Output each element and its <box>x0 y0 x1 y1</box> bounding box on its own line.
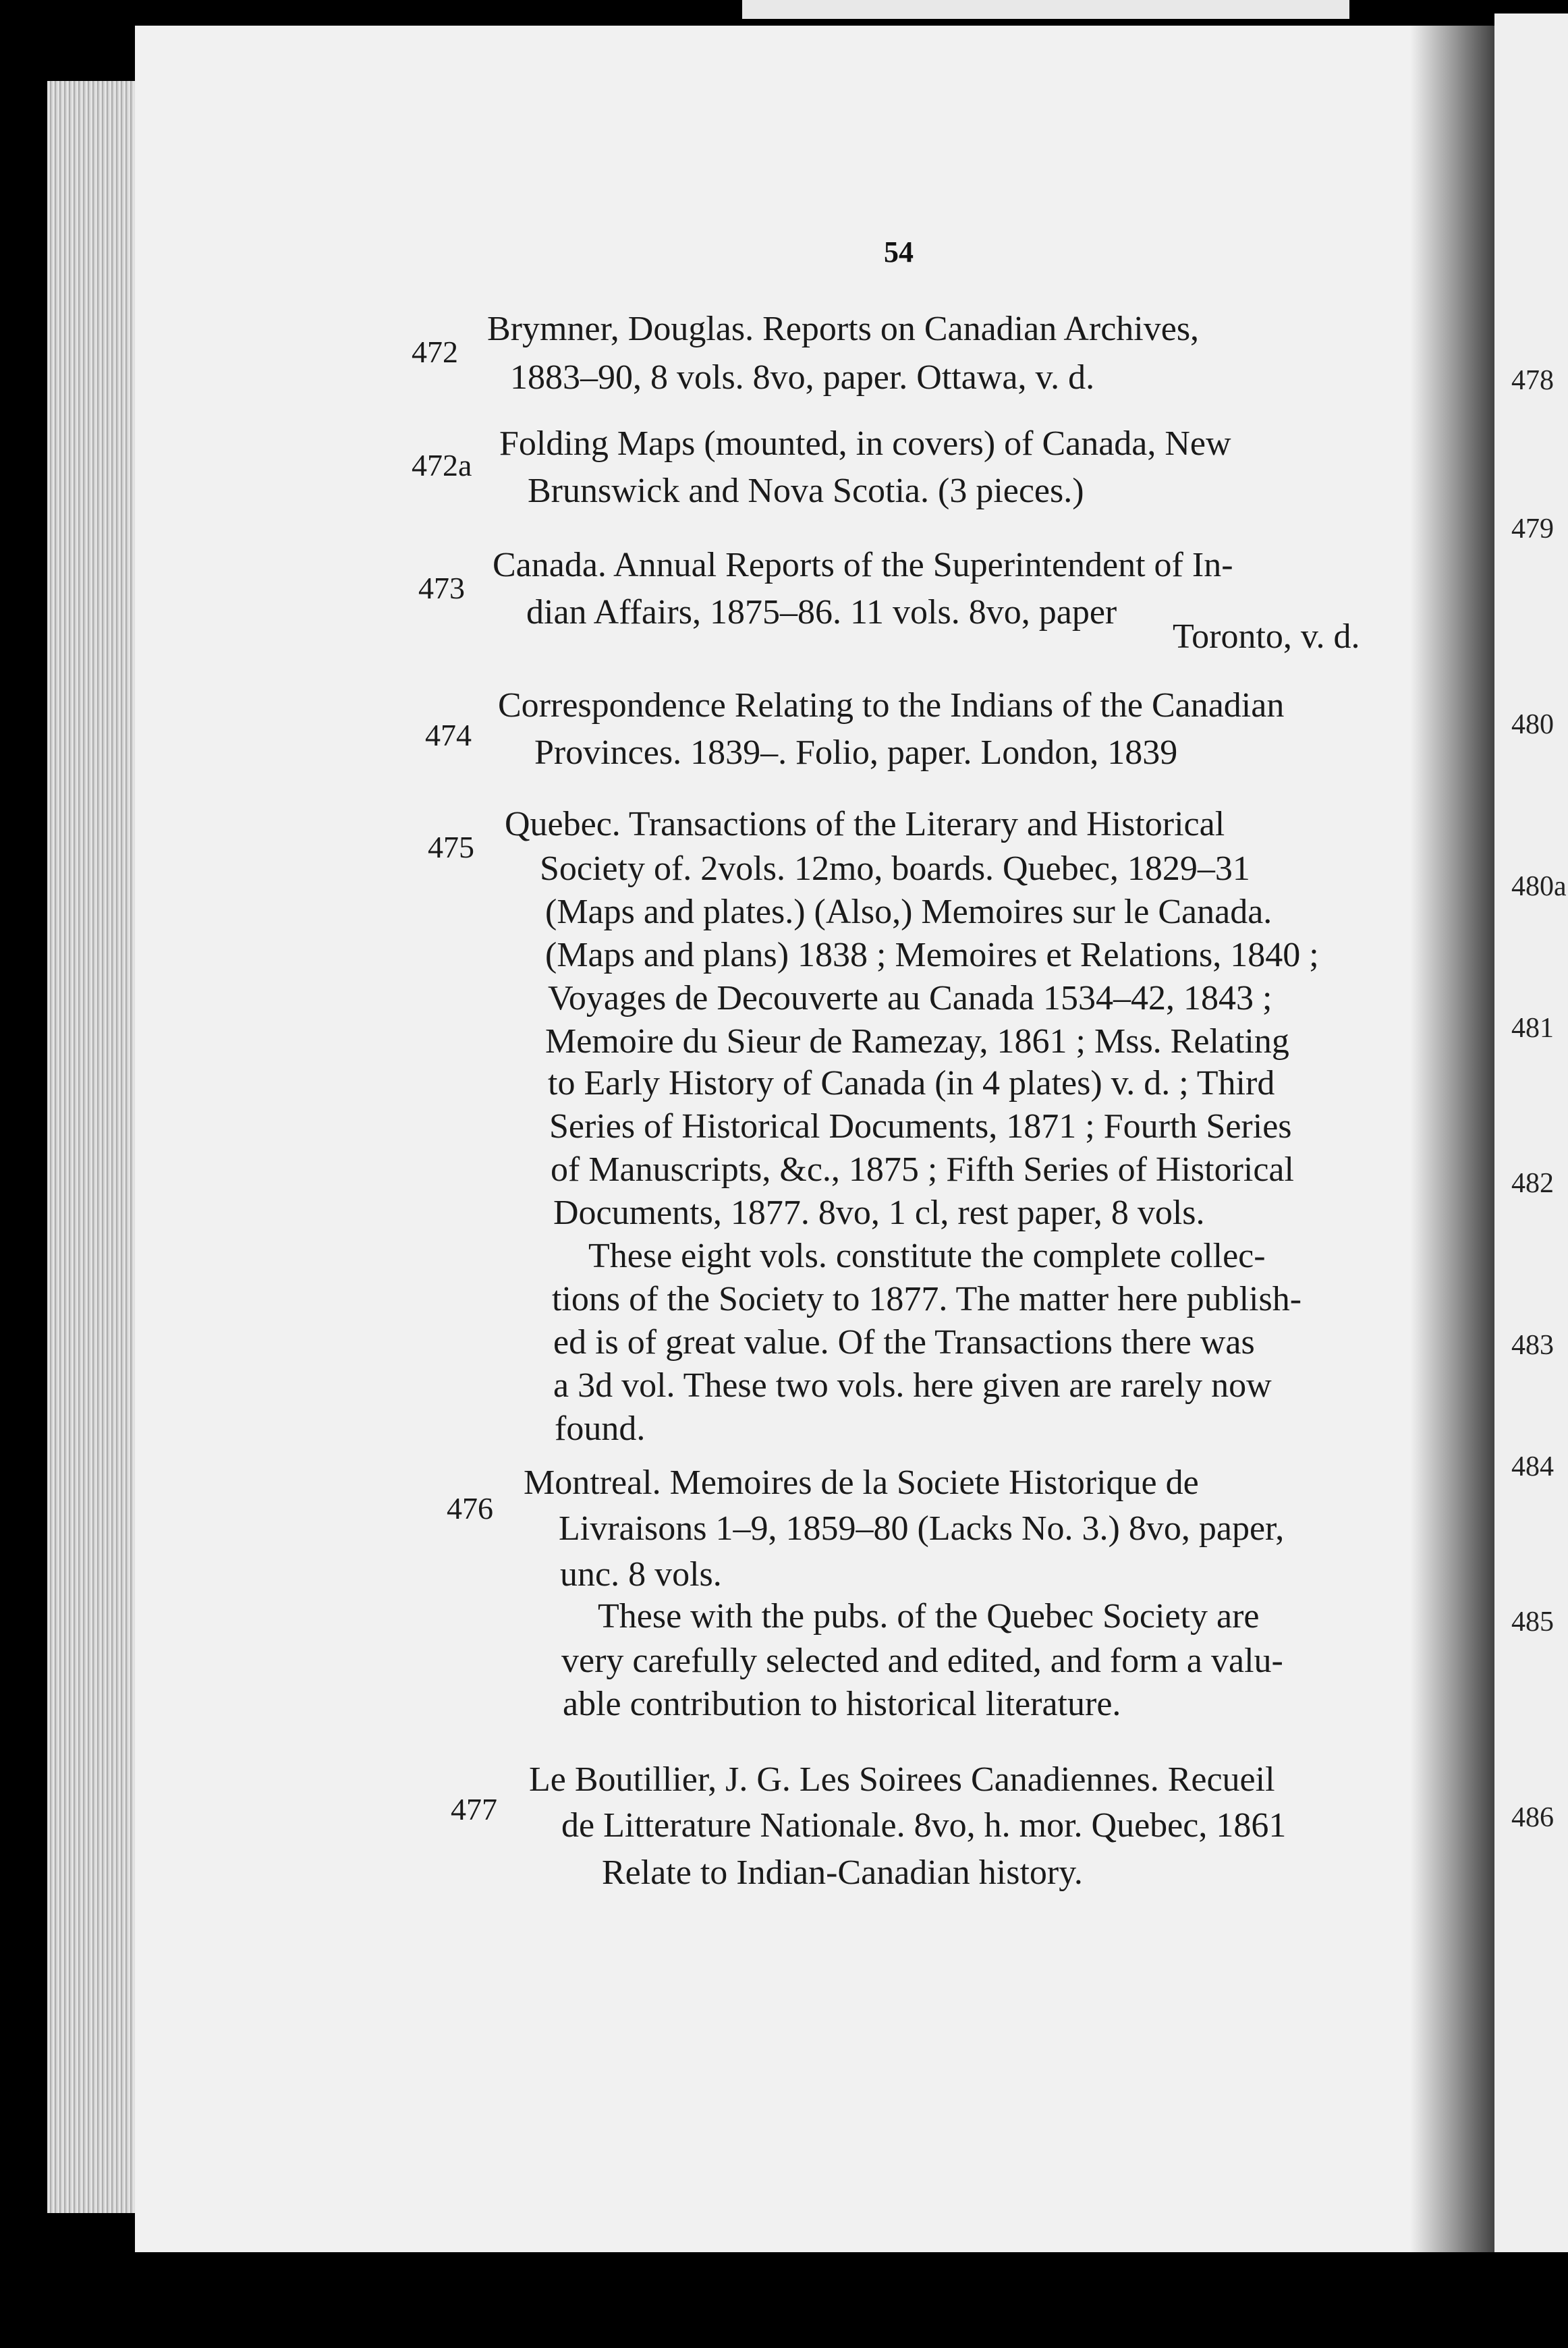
entry-line: Voyages de Decouverte au Canada 1534–42, 1843 ; <box>548 979 1272 1017</box>
entry-line: of Manuscripts, &c., 1875 ; Fifth Series of Historical <box>551 1150 1294 1189</box>
entry-line: Memoire du Sieur de Ramezay, 1861 ; Mss. Relating <box>545 1022 1289 1061</box>
entry-line: Society of. 2vols. 12mo, boards. Quebec, 1829–31 <box>540 849 1250 888</box>
adjacent-entry-number: 481 <box>1511 1013 1554 1044</box>
adjacent-entry-number: 486 <box>1511 1802 1554 1833</box>
entry-number: 473 <box>418 571 465 605</box>
entry-line: (Maps and plans) 1838 ; Memoires et Relations, 1840 ; <box>545 936 1319 974</box>
entry-note: found. <box>555 1409 646 1448</box>
entry-note: very carefully selected and edited, and form a valu- <box>561 1642 1283 1680</box>
entry-note: These with the pubs. of the Quebec Society are <box>598 1597 1260 1636</box>
entry-number: 472 <box>412 335 458 369</box>
book-gutter <box>1410 26 1505 2252</box>
entry-line: de Litterature Nationale. 8vo, h. mor. Quebec, 1861 <box>561 1806 1287 1845</box>
entry-line: 1883–90, 8 vols. 8vo, paper. Ottawa, v. d. <box>510 358 1095 397</box>
adjacent-page-top-strip <box>742 0 1349 19</box>
entry-line: Canada. Annual Reports of the Superintendent of In- <box>493 546 1233 584</box>
adjacent-entry-number: 478 <box>1511 365 1554 396</box>
entry-line: Quebec. Transactions of the Literary and Historical <box>505 805 1225 843</box>
entry-number: 475 <box>428 830 474 864</box>
entry-note: tions of the Society to 1877. The matter here publish- <box>552 1280 1302 1318</box>
entry-number: 476 <box>447 1491 493 1526</box>
entry-line: (Maps and plates.) (Also,) Memoires sur le Canada. <box>545 893 1272 931</box>
adjacent-entry-number: 485 <box>1511 1606 1554 1638</box>
book-page-edges <box>47 81 148 2213</box>
entry-line: Livraisons 1–9, 1859–80 (Lacks No. 3.) 8vo, paper, <box>559 1509 1285 1548</box>
entry-number: 474 <box>425 718 472 752</box>
entry-line: Documents, 1877. 8vo, 1 cl, rest paper, 8 vols. <box>553 1194 1205 1232</box>
entry-note: These eight vols. constitute the complete collec- <box>588 1237 1266 1275</box>
entry-line: unc. 8 vols. <box>560 1555 722 1594</box>
entry-line: Series of Historical Documents, 1871 ; Fourth Series <box>549 1107 1292 1146</box>
entry-note: ed is of great value. Of the Transactions there was <box>553 1323 1255 1362</box>
adjacent-entry-number: 483 <box>1511 1330 1554 1361</box>
adjacent-entry-number: 482 <box>1511 1168 1554 1199</box>
page-number: 54 <box>884 235 914 269</box>
entry-line: Brunswick and Nova Scotia. (3 pieces.) <box>528 472 1084 510</box>
entry-line: Montreal. Memoires de la Societe Historique de <box>524 1463 1199 1502</box>
entry-line: Brymner, Douglas. Reports on Canadian Archives, <box>487 310 1200 348</box>
adjacent-page <box>1494 13 1568 2254</box>
entry-note: a 3d vol. These two vols. here given are rarely now <box>553 1366 1272 1405</box>
entry-line: Correspondence Relating to the Indians of the Canadian <box>498 686 1285 725</box>
adjacent-entry-number: 480 <box>1511 709 1554 740</box>
adjacent-entry-number: 484 <box>1511 1451 1554 1482</box>
entry-note: able contribution to historical literature. <box>563 1685 1121 1723</box>
entry-number: 472a <box>412 448 472 482</box>
entry-line: to Early History of Canada (in 4 plates) v. d. ; Third <box>548 1064 1275 1102</box>
entry-line: Relate to Indian-Canadian history. <box>602 1853 1083 1892</box>
entry-number: 477 <box>451 1792 497 1826</box>
scan-border <box>0 2252 1568 2348</box>
adjacent-entry-number: 480a <box>1511 871 1567 902</box>
entry-line: dian Affairs, 1875–86. 11 vols. 8vo, paper <box>526 593 1117 632</box>
adjacent-entry-number: 479 <box>1511 513 1554 544</box>
entry-line: Toronto, v. d. <box>1173 617 1360 656</box>
entry-line: Folding Maps (mounted, in covers) of Canada, New <box>499 424 1231 463</box>
entry-line: Le Boutillier, J. G. Les Soirees Canadiennes. Recueil <box>529 1760 1275 1799</box>
entry-line: Provinces. 1839–. Folio, paper. London, 1839 <box>534 733 1178 772</box>
